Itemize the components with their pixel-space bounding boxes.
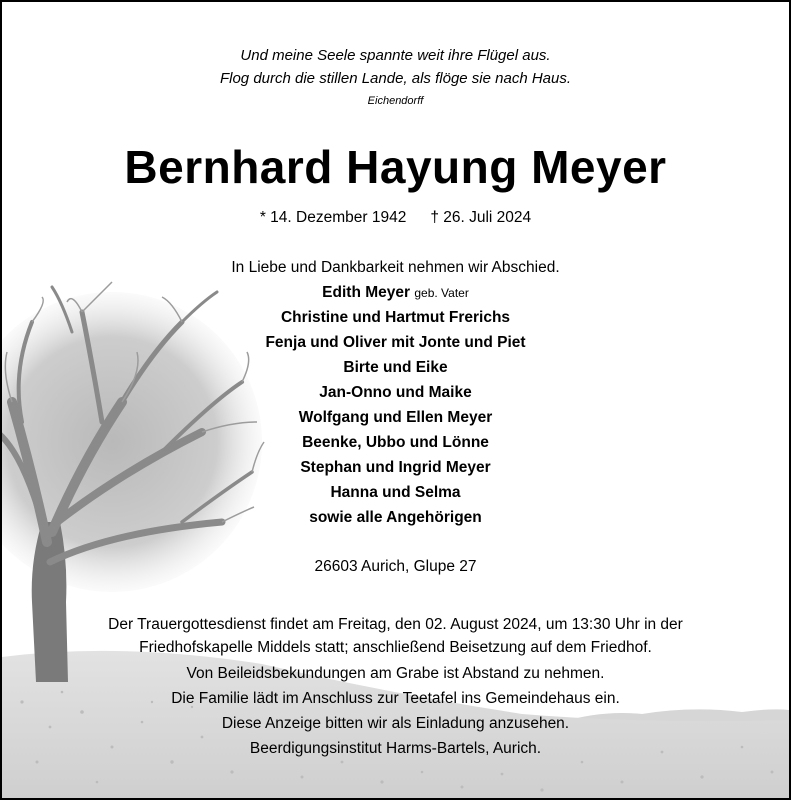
spouse-maiden-name: geb. Vater [414,286,469,300]
mourner-line: sowie alle Angehörigen [309,509,482,526]
death-date: † 26. Juli 2024 [430,209,532,226]
mourner-line: Jan-Onno und Maike [319,384,472,401]
poem-author: Eichendorff [367,95,424,107]
service-line-1: Der Trauergottesdienst findet am Freitag, den 02. August 2024, um 13:30 Uhr in der [108,616,683,633]
mourner-line: Birte und Eike [343,359,448,376]
family-address: 26603 Aurich, Glupe 27 [314,558,477,575]
poem-line-1: Und meine Seele spannte weit ihre Flügel aus. [240,47,551,64]
mourner-line: Christine und Hartmut Frerichs [280,309,511,326]
mourner-line: Stephan und Ingrid Meyer [300,459,491,476]
spouse-line [2,284,789,302]
life-dates [2,209,789,227]
spouse-name: Edith Meyer [322,284,411,301]
poem-line-2: Flog durch die stillen Lande, als flöge sie nach Haus. [219,70,572,87]
farewell-intro: In Liebe und Dankbarkeit nehmen wir Abschied. [231,259,560,276]
condolence-note: Von Beileidsbekundungen am Grabe ist Abstand zu nehmen. [186,665,605,682]
invitation-note: Diese Anzeige bitten wir als Einladung anzusehen. [221,715,570,732]
tea-gathering-note: Die Familie lädt im Anschluss zur Teetafel ins Gemeindehaus ein. [171,690,620,707]
notice-content [2,2,789,798]
mourner-line: Wolfgang und Ellen Meyer [298,409,493,426]
funeral-home: Beerdigungsinstitut Harms-Bartels, Aurich. [249,740,542,757]
service-line-2: Friedhofskapelle Middels statt; anschließend Beisetzung auf dem Friedhof. [139,639,652,656]
mourner-line: Fenja und Oliver mit Jonte und Piet [265,334,526,351]
mourner-line: Beenke, Ubbo und Lönne [302,434,489,451]
deceased-name: Bernhard Hayung Meyer [124,141,667,193]
mourner-line: Hanna und Selma [330,484,461,501]
birth-date: * 14. Dezember 1942 [259,209,407,226]
